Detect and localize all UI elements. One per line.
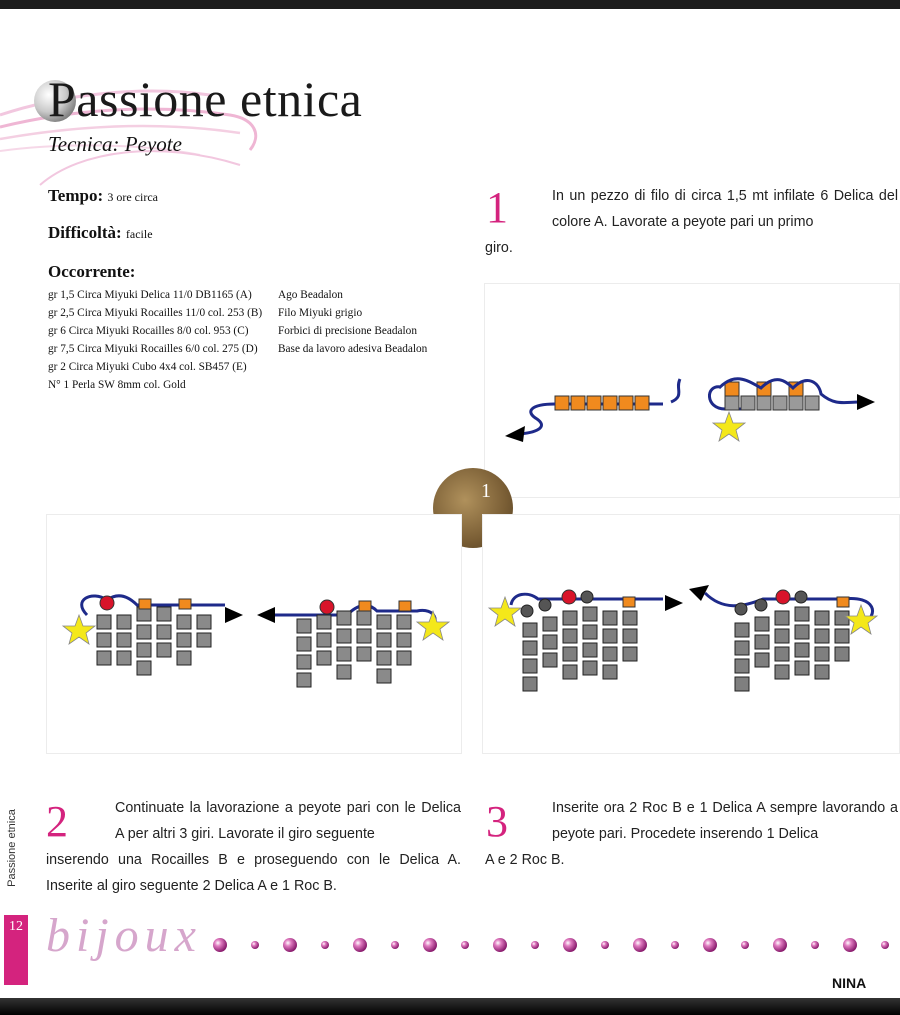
medal-number-1: 1 [481,480,491,502]
difficolta-label: Difficoltà: [48,223,122,242]
tempo-line [48,186,158,206]
diagram-2-figure [47,515,461,753]
material-item: gr 7,5 Circa Miyuki Rocailles 6/0 col. 275 (D) [48,343,258,355]
step-2-text: Continuate la lavorazione a peyote pari con le Delica A per altri 3 giri. Lavorate il giro seguente [115,800,461,842]
brand-wordmark: bijoux [46,909,202,962]
material-item: N° 1 Perla SW 8mm col. Gold [48,379,186,391]
tempo-value: 3 ore circa [107,190,158,204]
materials-list-left [48,286,278,394]
diagram-panel-2 [46,514,462,754]
material-item: gr 6 Circa Miyuki Rocailles 8/0 col. 953 (C) [48,325,249,337]
difficolta-value: facile [125,227,153,241]
page-subtitle: Tecnica: Peyote [48,132,182,156]
page-title: Passione etnica [48,71,363,127]
diagram-panel-1 [484,283,900,498]
step-1-text: In un pezzo di filo di circa 1,5 mt infilate 6 Delica del colore A. Lavorate a peyote pari un primo [552,188,898,230]
side-running-title-text: Passione etnica [6,809,18,887]
material-item: gr 2 Circa Miyuki Cubo 4x4 col. SB457 (E) [48,361,247,373]
step-1-number: 1 [486,183,508,232]
step-3-number: 3 [486,797,508,846]
footer-bead-dots [205,930,895,960]
material-item: Ago Beadalon [278,289,343,301]
step-2-number: 2 [46,797,68,846]
material-item: gr 2,5 Circa Miyuki Rocailles 11/0 col. 253 (B) [48,307,263,319]
bottom-border [0,998,900,1015]
diagram-3-figure [483,515,899,753]
materials-list-right [278,286,458,358]
diagram-panel-3 [482,514,900,754]
material-item: Forbici di precisione Beadalon [278,325,417,337]
step-2-text-tail: inserendo una Rocailles B e proseguendo con le Delica A. Inserite al giro seguente 2 Delica A e 1 Roc B. [46,852,461,894]
step-1-text-tail: giro. [485,240,513,256]
material-item: Filo Miyuki grigio [278,307,363,319]
occorrente-label: Occorrente: [48,262,136,281]
page-number: 12 [4,915,28,985]
side-running-title [0,800,24,895]
diagram-1-figure [485,284,899,497]
material-item: gr 1,5 Circa Miyuki Delica 11/0 DB1165 (A) [48,289,252,301]
material-item: Base da lavoro adesiva Beadalon [278,343,428,355]
author-signature: NINA [832,975,867,991]
difficolta-line [48,223,153,243]
tempo-label: Tempo: [48,186,104,205]
step-3-text: Inserite ora 2 Roc B e 1 Delica A sempre lavorando a peyote pari. Procedete inserendo 1 Delica [552,800,898,842]
step-3-text-tail: A e 2 Roc B. [485,852,565,868]
top-border [0,0,900,9]
